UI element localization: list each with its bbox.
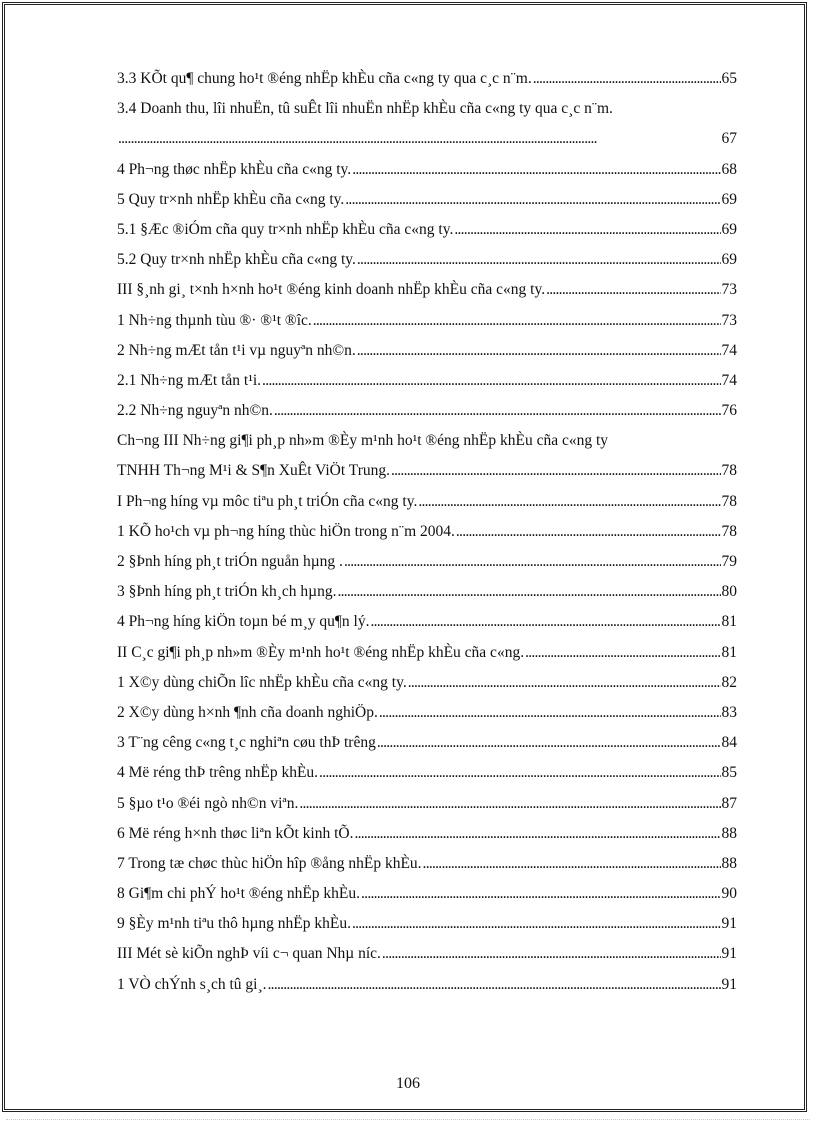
toc-entry-title: 2 Nh÷ng mÆt tån t¹i vµ nguyªn nh©n. xyxy=(117,341,356,359)
toc-entry-title: 3 T¨ng cêng c«ng t¸c nghiªn cøu thÞ trêng xyxy=(117,734,376,752)
footer-divider xyxy=(6,1119,810,1120)
toc-entry-title: 5.1 §Æc ®iÓm cña quy tr×nh nhËp khÈu cña c«ng ty. xyxy=(117,220,454,238)
toc-entry xyxy=(117,336,737,366)
toc-entry-page: 91 xyxy=(721,975,737,993)
toc-entry-title: 1 Nh÷ng thµnh tùu ®· ®¹t ®îc. xyxy=(117,311,312,329)
toc-dot-leader xyxy=(299,789,720,819)
toc-entry-title: 1 VÒ chÝnh s¸ch tû gi¸. xyxy=(117,975,267,993)
toc-entry-page: 79 xyxy=(721,553,737,570)
toc-entry-title: III Mét sè kiÕn nghÞ víi c¬ quan Nhµ níc. xyxy=(117,945,381,963)
toc-dot-leader xyxy=(423,849,721,879)
toc-entry xyxy=(117,64,737,94)
toc-entry-page: 76 xyxy=(721,402,737,420)
toc-dot-leader xyxy=(357,336,721,366)
toc-entry-page: 67 xyxy=(721,130,737,148)
toc-entry-page: 81 xyxy=(721,613,737,631)
toc-entry-title: 1 KÕ ho¹ch vµ ph¬ng híng thùc hiÖn trong n¨m 2004. xyxy=(117,522,455,540)
toc-entry xyxy=(117,396,737,426)
toc-dot-leader xyxy=(391,456,721,486)
toc-entry-title: Ch¬ng III Nh÷ng gi¶i ph¸p nh»m ®Èy m¹nh ho¹t ®éng nhËp khÈu cña c«ng ty xyxy=(117,432,609,450)
toc-entry-page: 69 xyxy=(721,190,737,208)
toc-entry-page: 73 xyxy=(721,311,737,329)
toc-entry-title: 7 Trong tæ chøc thùc hiÖn hîp ®ång nhËp khÈu. xyxy=(117,854,422,872)
toc-dot-leader xyxy=(319,758,720,788)
toc-entry xyxy=(117,939,737,969)
toc-entry xyxy=(117,909,737,939)
toc-entry-page: 74 xyxy=(721,371,737,389)
toc-entry xyxy=(117,94,737,124)
toc-dot-leader xyxy=(262,366,720,396)
toc-entry-page: 82 xyxy=(721,673,737,691)
toc-dot-leader xyxy=(337,577,720,607)
toc-entry-page: 80 xyxy=(721,583,737,601)
toc-dot-leader xyxy=(345,185,720,215)
toc-entry-title: 3.4 Doanh thu, lîi nhuËn, tû suÊt lîi nhuËn nhËp khÈu cña c«ng ty qua c¸c n¨m. xyxy=(117,100,613,118)
toc-entry-title: 8 Gi¶m chi phÝ ho¹t ®éng nhËp khÈu. xyxy=(117,885,361,903)
toc-entry xyxy=(117,547,737,577)
toc-dot-leader xyxy=(408,668,721,698)
toc-entry-page: 90 xyxy=(721,885,737,903)
toc-dot-leader xyxy=(377,728,721,758)
toc-entry xyxy=(117,245,737,275)
toc-entry-page: 85 xyxy=(721,764,737,782)
toc-entry-page: 88 xyxy=(721,824,737,842)
toc-entry-title: 2 X©y dùng h×nh ¶nh cña doanh nghiÖp. xyxy=(117,703,378,721)
toc-entry xyxy=(117,758,737,788)
toc-dot-leader xyxy=(268,970,721,1000)
toc-entry xyxy=(117,155,737,185)
toc-entry xyxy=(117,275,737,305)
toc-entry-title: 5.2 Quy tr×nh nhËp khÈu cña c«ng ty. xyxy=(117,251,356,269)
toc-dot-leader xyxy=(546,275,720,305)
toc-entry-page: 68 xyxy=(721,160,737,178)
toc-entry xyxy=(117,366,737,396)
toc-entry xyxy=(117,849,737,879)
toc-dot-leader xyxy=(352,155,720,185)
toc-entry-page: 73 xyxy=(721,281,737,299)
toc-entry xyxy=(117,698,737,728)
toc-dot-leader xyxy=(525,638,720,668)
toc-entry xyxy=(117,124,737,154)
toc-entry-page: 78 xyxy=(721,522,737,540)
toc-entry xyxy=(117,970,737,1000)
toc-dot-leader xyxy=(454,215,720,245)
toc-dot-leader xyxy=(418,487,720,517)
toc-entry-title: 2.1 Nh÷ng mÆt tån t¹i. xyxy=(117,371,262,389)
toc-dot-leader xyxy=(456,517,721,547)
toc-entry xyxy=(117,819,737,849)
toc-dot-leader xyxy=(354,819,720,849)
toc-entry-title: 5 Quy tr×nh nhËp khÈu cña c«ng ty. xyxy=(117,190,345,208)
toc-entry-page: 91 xyxy=(721,945,737,963)
toc-dot-leader xyxy=(357,245,721,275)
toc-entry-title: 2.2 Nh÷ng nguyªn nh©n. xyxy=(117,402,273,420)
toc-dot-leader xyxy=(533,64,721,94)
toc-entry-page: 83 xyxy=(721,703,737,721)
toc-entry-page: 74 xyxy=(721,341,737,359)
toc-entry xyxy=(117,426,737,456)
toc-dot-leader xyxy=(361,879,720,909)
toc-dot-leader xyxy=(274,396,721,426)
table-of-contents xyxy=(117,64,737,1000)
toc-entry-page: 88 xyxy=(721,854,737,872)
toc-entry-title: 1 X©y dùng chiÕn lîc nhËp khÈu cña c«ng ty. xyxy=(117,673,407,691)
toc-entry-page: 78 xyxy=(721,462,737,480)
toc-dot-leader xyxy=(352,909,721,939)
toc-entry-page: 81 xyxy=(721,643,737,661)
toc-entry-page: 69 xyxy=(721,251,737,269)
toc-entry-page: 91 xyxy=(721,915,737,933)
toc-entry-page: 69 xyxy=(721,220,737,238)
toc-entry-title: 4 Më réng thÞ trêng nhËp khÈu. xyxy=(117,764,319,782)
toc-entry-title: 2 §Þnh híng ph¸t triÓn nguån hµng . xyxy=(117,553,343,570)
toc-entry-title: 3.3 KÕt qu¶ chung ho¹t ®éng nhËp khÈu cña c«ng ty qua c¸c n¨m. xyxy=(117,70,532,87)
toc-dot-leader xyxy=(379,698,721,728)
toc-entry xyxy=(117,577,737,607)
toc-entry xyxy=(117,638,737,668)
toc-entry xyxy=(117,668,737,698)
toc-entry xyxy=(117,607,737,637)
toc-entry-page: 84 xyxy=(721,734,737,752)
toc-entry xyxy=(117,517,737,547)
toc-entry-page: 78 xyxy=(721,492,737,510)
toc-entry xyxy=(117,185,737,215)
toc-entry-title: II C¸c gi¶i ph¸p nh»m ®Èy m¹nh ho¹t ®éng nhËp khÈu cña c«ng. xyxy=(117,643,525,661)
page-number: 106 xyxy=(396,1075,420,1092)
toc-entry xyxy=(117,728,737,758)
toc-entry-title: 4 Ph¬ng híng kiÖn toµn bé m¸y qu¶n lý. xyxy=(117,613,370,631)
toc-entry-title: 5 §µo t¹o ®éi ngò nh©n viªn. xyxy=(117,794,299,812)
toc-entry xyxy=(117,306,737,336)
toc-entry-title: I Ph¬ng híng vµ môc tiªu ph¸t triÓn cña c«ng ty. xyxy=(117,492,418,510)
toc-entry xyxy=(117,487,737,517)
toc-entry-title: III §¸nh gi¸ t×nh h×nh ho¹t ®éng kinh doanh nhËp khÈu cña c«ng ty. xyxy=(117,281,546,299)
toc-entry-title: 6 Më réng h×nh thøc liªn kÕt kinh tÕ. xyxy=(117,824,354,842)
toc-entry-title: 3 §Þnh híng ph¸t triÓn kh¸ch hµng. xyxy=(117,583,337,601)
toc-entry-page: 65 xyxy=(721,70,737,87)
toc-entry xyxy=(117,789,737,819)
toc-dot-leader xyxy=(118,124,721,154)
toc-dot-leader xyxy=(344,547,721,577)
toc-entry-page: 87 xyxy=(721,794,737,812)
toc-entry xyxy=(117,215,737,245)
toc-dot-leader xyxy=(382,939,721,969)
toc-dot-leader xyxy=(313,306,721,336)
toc-entry xyxy=(117,879,737,909)
toc-entry-title: 4 Ph¬ng thøc nhËp khÈu cña c«ng ty. xyxy=(117,160,352,178)
toc-entry-title: TNHH Th¬ng M¹i & S¶n XuÊt ViÖt Trung. xyxy=(117,462,390,480)
toc-entry-title: 9 §Èy m¹nh tiªu thô hµng nhËp khÈu. xyxy=(117,915,351,933)
toc-dot-leader xyxy=(370,607,720,637)
toc-entry xyxy=(117,456,737,486)
